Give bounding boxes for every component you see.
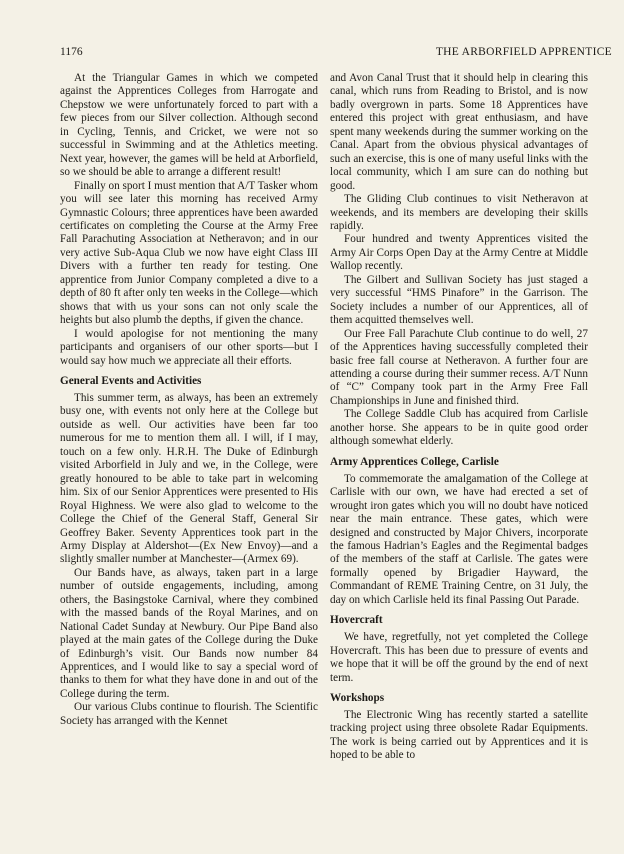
paragraph-apology: I would apologise for not mentioning the many participants and organisers of our other sports—but I would say how much we appreciate all their efforts. [60,327,318,367]
heading-hovercraft: Hovercraft [330,614,383,627]
paragraph-army-air-corps: Four hundred and twenty Apprentices visited the Army Air Corps Open Day at the Army Centre at Middle Wallop recently. [330,233,588,273]
paragraph-canal-continued: and Avon Canal Trust that it should help in clearing this canal, which runs from Reading to Bristol, and is now badly overgrown in parts. Some 18 Apprentices have entered this project with great enthusiasm, and have spent many weekends during the summer working on the Canal. Apart from the obvious physical advantages of such an exercise, this is one of many useful links with the local community, which I am sure can do nothing but good. [330,72,588,192]
left-column [60,72,318,728]
heading-general-events: General Events and Activities [60,374,202,387]
paragraph-hovercraft: We have, regretfully, not yet completed the College Hovercraft. This has been due to pressure of events and we hope that it will be off the ground by the end of next term. [330,631,588,684]
journal-title: THE ARBORFIELD APPRENTICE [435,46,612,58]
heading-workshops: Workshops [330,692,385,705]
paragraph-sport-achievements: Finally on sport I must mention that A/T Tasker whom you will see later this morning has received Army Gymnastic Colours; three apprentices have been awarded certificates on completing the Course at the Army Free Fall Parachuting Association at Netheravon; and in our very active Sub-Aqua Club we now have eight Class III Divers with a further ten ready for testing. One apprentice from Junior Company completed a dive to a depth of 80 ft after only ten weeks in the College—which shows that with us your sons can not only scale the heights but also plumb the depths, if given the chance. [60,179,318,327]
paragraph-gilbert-sullivan: The Gilbert and Sullivan Society has just staged a very successful “HMS Pinafore” in the Garrison. The Society includes a number of our Apprentices, all of them acquitted themselves well. [330,273,588,327]
page-number: 1176 [60,46,83,58]
paragraph-summer-term: This summer term, as always, has been an extremely busy one, with events not only here at the College but outside as well. Our activities have been far too numerous for me to mention them all. I will, if I may, touch on a few only. H.R.H. The Duke of Edinburgh visited Arborfield in July and we, in the College, were greatly honoured to be able to take part in welcoming him. Six of our Senior Apprentices were presented to His Royal Highness. We were also glad to welcome to the College the Chief of the General Staff, General Sir Geoffrey Baker. Seventy Apprentices took part in the Army Display at Aldershot—(Ex New Envoy)—and a slightly smaller number at Manchester—(Armex 69). [60,391,318,566]
right-column [330,72,588,763]
paragraph-triangular-games: At the Triangular Games in which we competed against the Apprentices Colleges from Harrogate and Chepstow we were unfortunately forced to part with a few pieces from our Silver collection. Although second in Cycling, Tennis, and Cricket, we were not so successful in Swimming and at the Athletics meeting. Next year, however, the games will be held at Arborfield, so we should be able to arrange a different result! [60,72,318,179]
paragraph-bands: Our Bands have, as always, taken part in a large number of outside engagements, including, among others, the Basingstoke Carnival, where they combined with the massed bands of the Royal Marines, and on National Cadet Sunday at Newbury. Our Pipe Band also played at the main gates of the College during the Duke of Edinburgh’s visit. Our Bands now number 84 Apprentices, and I would like to say a special word of thanks to them for what they have done in and out of the College during the term. [60,566,318,700]
paragraph-workshops: The Electronic Wing has recently started a satellite tracking project using three obsolete Radar Equipments. The work is being carried out by Apprentices and it is hoped to be able to [330,709,588,762]
paragraph-saddle-club: The College Saddle Club has acquired from Carlisle another horse. She appears to be in quite good order although somewhat elderly. [330,408,588,448]
heading-carlisle: Army Apprentices College, Carlisle [330,455,499,468]
running-head [60,46,612,60]
paragraph-carlisle-gates: To commemorate the amalgamation of the College at Carlisle with our own, we have had erected a set of wrought iron gates which you will no doubt have noticed near the main entrance. These gates, which were designed and constructed by Major Chivers, incorporate the famous Hadrian’s Eagles and the Regimental badges of the members of the staff at Carlisle. The gates were formally opened by Brigadier Hayward, the Commandant of REME Training Centre, on 31 July, the day on which Carlisle held its final Passing Out Parade. [330,472,588,606]
paragraph-gliding-club: The Gliding Club continues to visit Netheravon at weekends, and its members are developing their skills rapidly. [330,193,588,232]
paragraph-clubs: Our various Clubs continue to flourish. The Scientific Society has arranged with the Kennet [60,701,318,727]
paragraph-free-fall: Our Free Fall Parachute Club continue to do well, 27 of the Apprentices having successfully completed their basic free fall course at Netheravon. A further four are attending a course during their summer recess. A/T Nunn of “C” Company took part in the Army Free Fall Championships in June and finished third. [330,327,588,407]
